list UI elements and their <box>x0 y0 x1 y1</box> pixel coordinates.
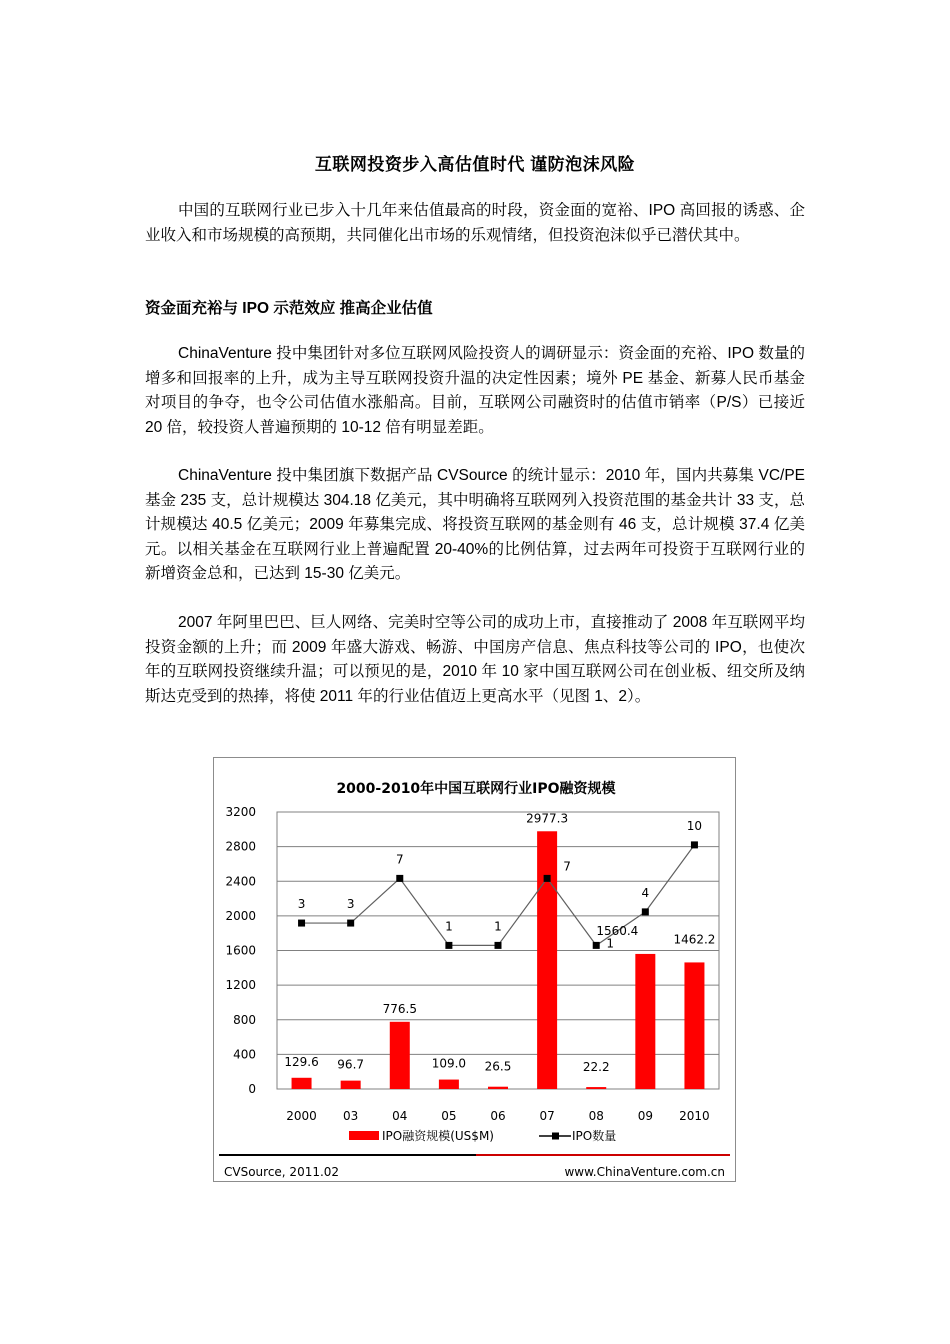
section-heading: 资金面充裕与 IPO 示范效应 推高企业估值 <box>145 300 433 317</box>
ipo-count-label: 1 <box>494 919 502 934</box>
paragraph-4: 2007 年阿里巴巴、巨人网络、完美时空等公司的成功上市，直接推动了 2008 年互联网平均投资金额的上升；而 2009 年盛大游戏、畅游、中国房产信息、焦点科技等公司的 IPO，也使次年的互联网投资继续升温；可以预见的是，2010 年 10 家中国互联网公司在创业板、纽交所及纳斯达克受到的热捧，将使 2011 年的行业估值迈上更高水平（见图 1、2）。 <box>145 614 805 705</box>
legend-bar-label: IPO融资规模(US$M) <box>382 1129 494 1143</box>
document-title: 互联网投资步入高估值时代 谨防泡沫风险 <box>314 155 636 174</box>
bar <box>537 831 557 1089</box>
ipo-count-label: 3 <box>297 897 306 912</box>
paragraph-3: ChinaVenture 投中集团旗下数据产品 CVSource 的统计显示：2010 年，国内共募集 VC/PE 基金 235 支，总计规模达 304.18 亿美元，其中明确将互联网列入投资范围的基金共计 33 支，总计规模达 40.5 亿美元；2009 年募集完成、将投资互联网的基金则有 46 支，总计规模 37.4 亿美元。以相关基金在互联网行业上普遍配置 20-40%的比例估算，过去两年可投资于互联网行业的新增资金总和，已达到 15-30 亿美元。 <box>145 467 805 582</box>
bar <box>684 962 704 1089</box>
chart-source: CVSource, 2011.02 <box>224 1165 340 1179</box>
legend-line-label: IPO数量 <box>572 1129 617 1143</box>
ipo-count-marker <box>298 920 305 927</box>
y-tick-label: 1600 <box>225 943 256 958</box>
y-tick-label: 2000 <box>225 908 256 923</box>
bar <box>439 1080 459 1089</box>
bar-data-label: 1462.2 <box>673 932 716 947</box>
paragraph-1: 中国的互联网行业已步入十几年来估值最高的时段，资金面的宽裕、IPO 高回报的诱惑、企业收入和市场规模的高预期，共同催化出市场的乐观情绪，但投资泡沫似乎已潜伏其中。 <box>145 202 805 244</box>
ipo-count-marker <box>691 841 698 848</box>
y-tick-label: 0 <box>248 1082 256 1096</box>
y-tick-label: 2800 <box>225 839 256 854</box>
chart-title: 2000-2010年中国互联网行业IPO融资规模 <box>336 781 616 797</box>
x-tick-label: 2000 <box>286 1109 317 1123</box>
ipo-count-label: 4 <box>641 885 650 900</box>
bar <box>341 1081 361 1089</box>
x-tick-label: 03 <box>343 1109 359 1123</box>
bar <box>390 1022 410 1089</box>
bar-data-label: 1560.4 <box>596 923 639 938</box>
chart-figure <box>213 757 736 1182</box>
bar-data-label: 22.2 <box>582 1060 610 1075</box>
ipo-count-label: 7 <box>395 852 404 867</box>
ipo-count-label: 10 <box>686 818 703 833</box>
ipo-count-marker <box>396 875 403 882</box>
y-tick-label: 3200 <box>225 805 256 819</box>
bar-data-label: 129.6 <box>284 1054 319 1069</box>
bar <box>292 1078 312 1089</box>
ipo-count-marker <box>642 908 649 915</box>
y-tick-label: 2400 <box>225 874 256 889</box>
legend-line-marker <box>552 1133 559 1140</box>
paragraph-2: ChinaVenture 投中集团针对多位互联网风险投资人的调研显示：资金面的充裕、IPO 数量的增多和回报率的上升，成为主导互联网投资升温的决定性因素；境外 PE 基金、新募人民币基金对项目的争夺，也令公司估值水涨船高。目前，互联网公司融资时的估值市销率（P/S）已接近 20 倍，较投资人普遍预期的 10-12 倍有明显差距。 <box>145 345 805 436</box>
chart-website: www.ChinaVenture.com.cn <box>564 1165 725 1179</box>
bar-data-label: 96.7 <box>337 1057 365 1072</box>
bar-data-label: 26.5 <box>484 1059 512 1074</box>
x-tick-label: 09 <box>637 1109 653 1123</box>
ipo-count-marker <box>544 875 551 882</box>
ipo-count-marker <box>347 920 354 927</box>
x-tick-label: 2010 <box>679 1109 710 1123</box>
ipo-count-label: 3 <box>346 897 355 912</box>
ipo-chart <box>214 758 735 1181</box>
x-tick-label: 07 <box>539 1109 555 1123</box>
x-tick-label: 08 <box>588 1109 604 1123</box>
x-tick-label: 05 <box>441 1109 457 1123</box>
bar <box>488 1087 508 1089</box>
bar-data-label: 776.5 <box>382 1001 417 1016</box>
x-tick-label: 06 <box>490 1109 506 1123</box>
ipo-count-marker <box>593 942 600 949</box>
legend-bar-swatch <box>349 1131 379 1140</box>
y-tick-label: 1200 <box>225 978 256 993</box>
x-tick-label: 04 <box>392 1109 408 1123</box>
ipo-count-marker <box>495 942 502 949</box>
ipo-count-label: 1 <box>445 919 453 934</box>
y-tick-label: 400 <box>233 1047 256 1062</box>
bar-data-label: 2977.3 <box>526 811 569 826</box>
bar <box>586 1087 606 1089</box>
ipo-count-marker <box>445 942 452 949</box>
ipo-count-label: 1 <box>606 936 615 951</box>
bar <box>635 954 655 1089</box>
bar-data-label: 109.0 <box>431 1056 467 1071</box>
ipo-count-label: 7 <box>563 859 571 874</box>
y-tick-label: 800 <box>233 1012 256 1027</box>
